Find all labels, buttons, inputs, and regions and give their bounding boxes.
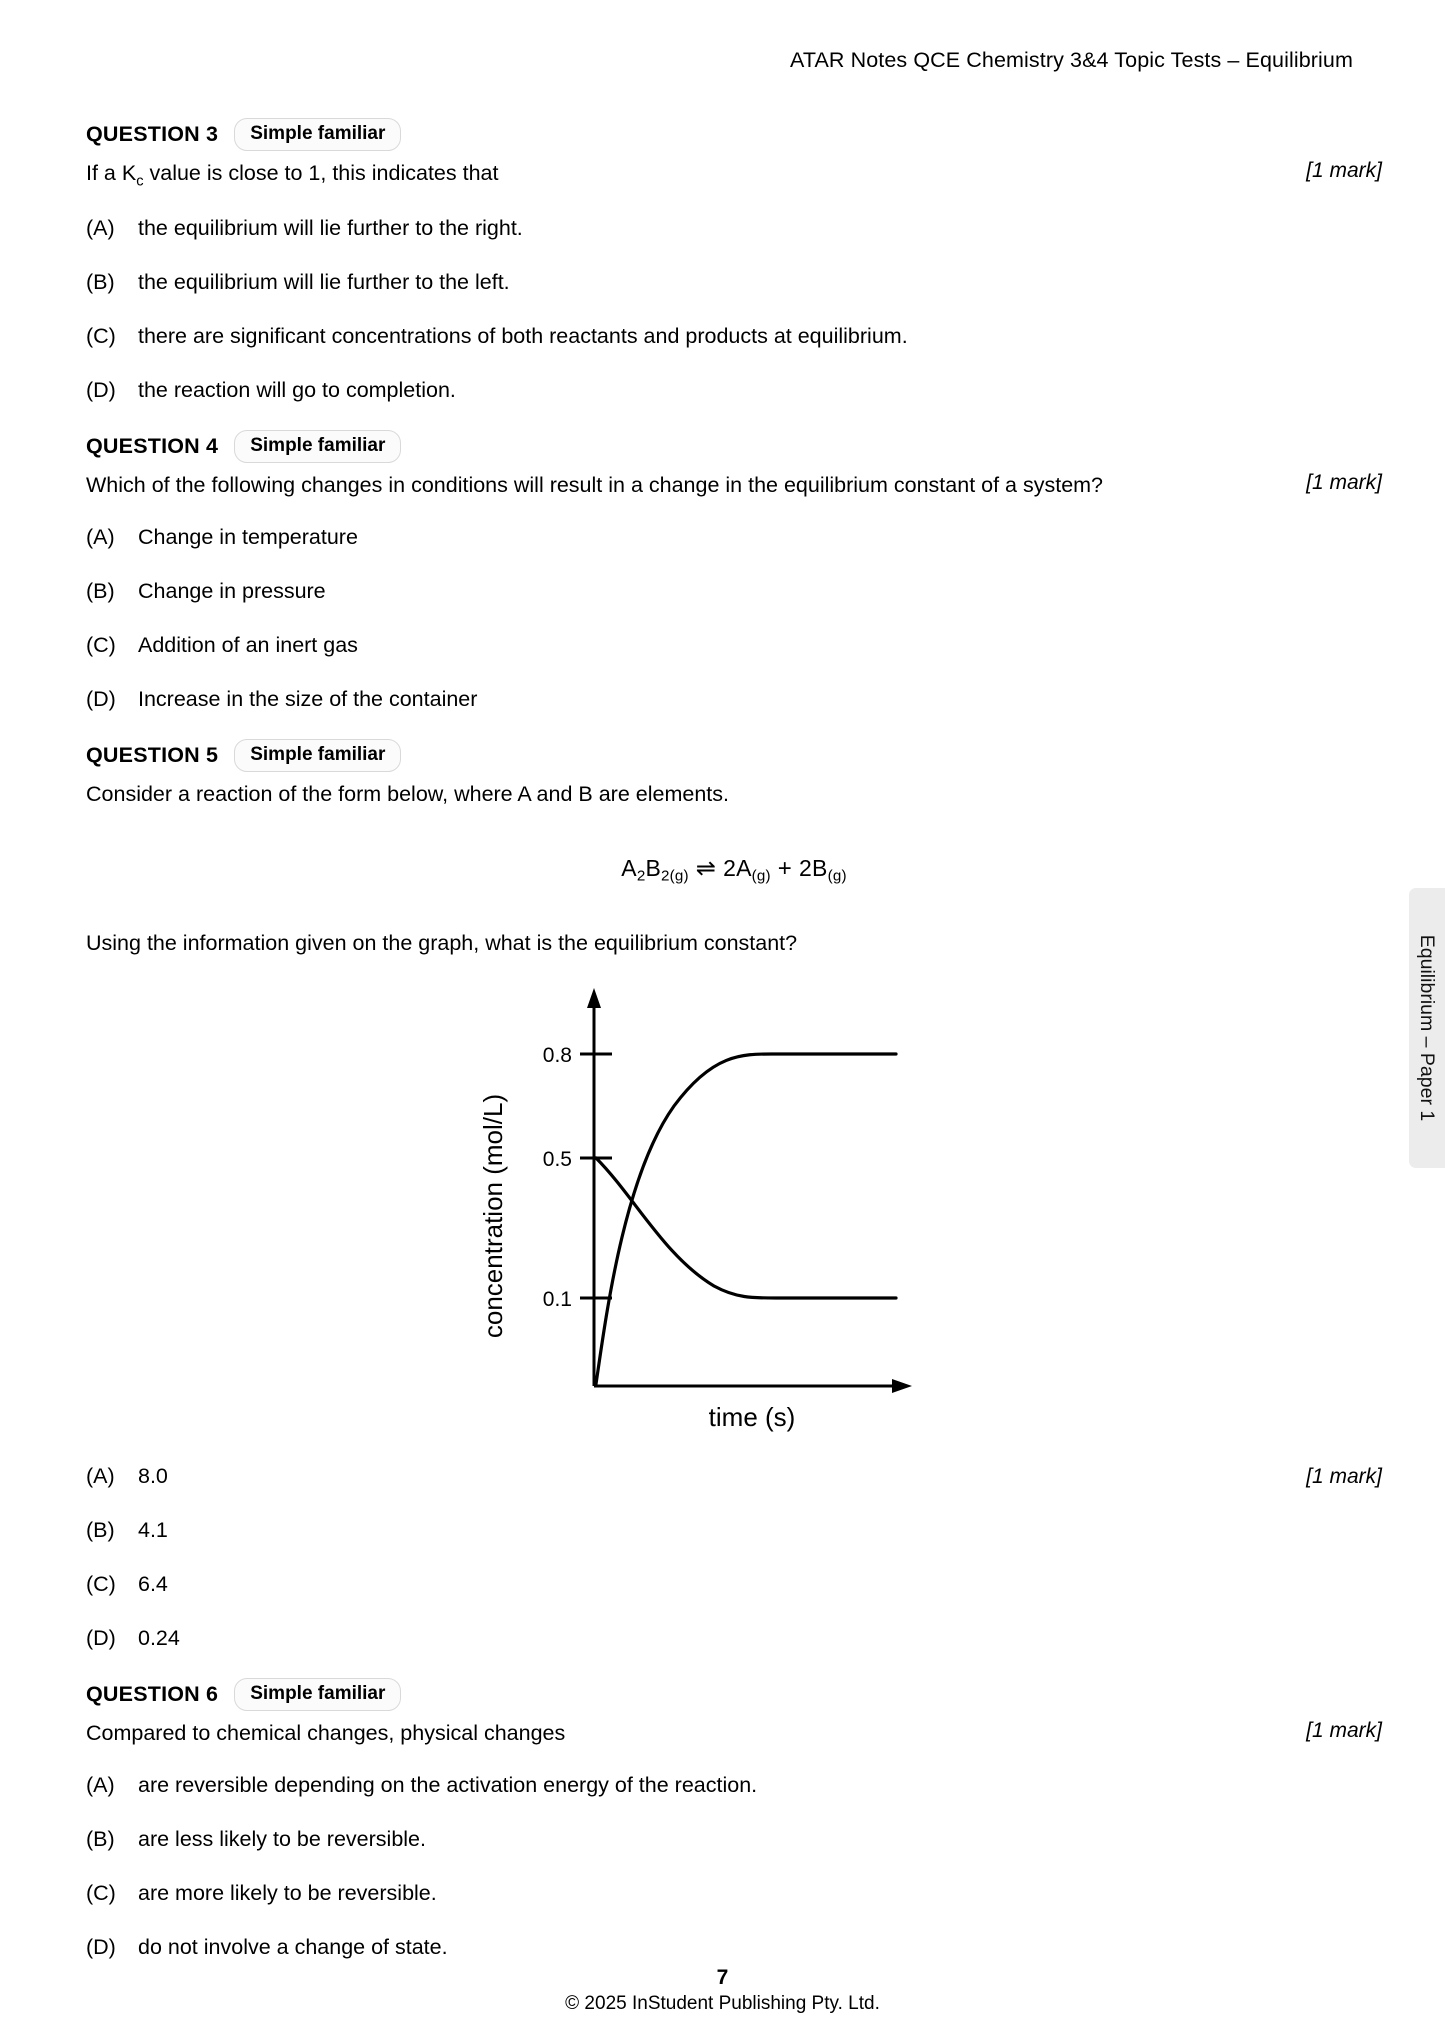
question-5-marks: [1 mark] [1306, 1464, 1382, 1488]
section-side-tab [1409, 888, 1445, 1168]
question-6-difficulty-badge: Simple familiar [234, 1678, 401, 1711]
question-5-stem: Consider a reaction of the form below, where A and B are elements. [86, 782, 729, 807]
option-text: Increase in the size of the container [138, 687, 478, 712]
option-letter: (A) [86, 1772, 115, 1797]
question-3-marks: [1 mark] [1306, 158, 1382, 182]
option-letter: (C) [86, 633, 116, 658]
option-row[interactable] [86, 1624, 1382, 1653]
question-3-stem-suffix: value is close to 1, this indicates that [143, 160, 499, 185]
option-row[interactable] [86, 1771, 1382, 1800]
question-5-difficulty-badge: Simple familiar [234, 739, 401, 772]
option-letter: (D) [86, 1935, 116, 1959]
equation-reactant-b: B [645, 855, 661, 882]
question-4-options [86, 523, 1382, 714]
equation-product-2: 2B [799, 855, 828, 882]
equation-plus-sign: + [777, 855, 793, 883]
equation-reactant-a-subscript: 2 [636, 867, 646, 885]
page-number: 7 [716, 1966, 729, 1989]
page-content [86, 118, 1382, 1987]
equation-reactant-a: A [621, 855, 637, 882]
option-text: do not involve a change of state. [138, 1935, 448, 1959]
option-text: Change in pressure [138, 579, 326, 604]
page-footer [0, 1966, 1445, 2015]
option-text: are more likely to be reversible. [138, 1880, 437, 1905]
question-3-difficulty-badge: Simple familiar [234, 118, 401, 151]
question-6-number: QUESTION 6 [86, 1681, 219, 1706]
svg-text:time (s): time (s) [708, 1401, 796, 1432]
option-letter: (C) [86, 1880, 116, 1905]
option-letter: (D) [86, 687, 116, 712]
option-letter: (D) [86, 1626, 116, 1651]
question-4-difficulty-badge: Simple familiar [234, 430, 401, 463]
question-block-4 [86, 430, 1382, 714]
option-letter: (B) [86, 579, 115, 604]
question-3-stem-subscript: c [136, 173, 144, 190]
equilibrium-concentration-graph [86, 986, 1382, 1446]
question-4-stem: Which of the following changes in conditions will result in a change in the equilibrium constant of a system? [86, 473, 1104, 498]
option-row[interactable] [86, 214, 1382, 243]
option-letter: (B) [86, 270, 115, 295]
question-6-heading [86, 1678, 1382, 1711]
question-5-heading [86, 739, 1382, 772]
equilibrium-arrow-icon: ⇌ [695, 855, 717, 883]
option-letter: (A) [86, 525, 115, 550]
option-text: Change in temperature [138, 525, 358, 550]
option-text: are reversible depending on the activation energy of the reaction. [138, 1772, 758, 1797]
svg-text:0.1: 0.1 [542, 1287, 572, 1311]
question-5-sub-stem: Using the information given on the graph, what is the equilibrium constant? [86, 931, 798, 956]
question-3-stem-prefix: If a K [86, 160, 137, 185]
option-text: Addition of an inert gas [138, 633, 358, 658]
question-6-stem: Compared to chemical changes, physical changes [86, 1720, 566, 1745]
equation-product-1-subscript: (g) [751, 867, 771, 885]
question-6-stem-row [86, 1718, 1382, 1749]
option-text: 8.0 [138, 1463, 168, 1488]
option-text: 0.24 [138, 1626, 180, 1651]
option-text: are less likely to be reversible. [138, 1826, 426, 1851]
question-block-5 [86, 739, 1382, 1653]
question-4-number: QUESTION 4 [86, 434, 219, 459]
option-row[interactable] [86, 523, 1382, 552]
graph-svg [384, 986, 1084, 1436]
option-letter: (A) [86, 216, 115, 241]
chemical-equation [86, 854, 1382, 884]
question-block-6 [86, 1678, 1382, 1962]
question-4-stem-row [86, 470, 1382, 501]
option-row[interactable] [86, 631, 1382, 660]
question-3-options [86, 214, 1382, 405]
question-4-marks: [1 mark] [1306, 471, 1382, 495]
question-5-number: QUESTION 5 [86, 743, 219, 768]
page-header: ATAR Notes QCE Chemistry 3&4 Topic Tests – Equilibrium [789, 48, 1353, 72]
option-letter: (C) [86, 324, 116, 349]
option-row[interactable] [86, 1933, 1382, 1962]
svg-text:concentration (mol/L): concentration (mol/L) [478, 1093, 508, 1338]
option-text: the reaction will go to completion. [138, 378, 456, 403]
option-text: the equilibrium will lie further to the left. [138, 270, 510, 295]
option-row[interactable] [86, 322, 1382, 351]
equation-product-2-subscript: (g) [827, 867, 847, 885]
option-row[interactable] [86, 1516, 1382, 1545]
option-row[interactable] [86, 685, 1382, 714]
option-row[interactable] [86, 1879, 1382, 1908]
option-row[interactable] [86, 376, 1382, 405]
svg-text:0.8: 0.8 [542, 1043, 572, 1067]
option-text: 6.4 [138, 1572, 168, 1596]
option-letter: (B) [86, 1517, 115, 1542]
equation-product-1: 2A [723, 855, 752, 882]
option-text: there are significant concentrations of both reactants and products at equilibrium. [138, 324, 908, 349]
question-4-heading [86, 430, 1382, 463]
question-3-stem-row [86, 158, 1382, 193]
option-row[interactable] [86, 577, 1382, 606]
question-6-marks: [1 mark] [1306, 1718, 1382, 1742]
question-3-heading [86, 118, 1382, 151]
question-5-options [86, 1462, 1382, 1653]
copyright-notice: © 2025 InStudent Publishing Pty. Ltd. [565, 1993, 880, 2014]
question-block-3 [86, 118, 1382, 405]
option-row[interactable] [86, 268, 1382, 297]
option-text: the equilibrium will lie further to the right. [138, 216, 523, 241]
question-6-options [86, 1771, 1382, 1962]
option-row[interactable] [86, 1825, 1382, 1854]
option-letter: (C) [86, 1572, 116, 1596]
question-3-number: QUESTION 3 [86, 121, 219, 146]
option-row[interactable] [86, 1570, 1382, 1599]
section-side-tab-label: Equilibrium – Paper 1 [1416, 934, 1438, 1122]
option-letter: (D) [86, 378, 116, 403]
option-text: 4.1 [138, 1517, 168, 1542]
option-letter: (B) [86, 1826, 115, 1851]
svg-text:0.5: 0.5 [542, 1147, 572, 1171]
equation-reactant-b-subscript: 2(g) [661, 867, 689, 885]
option-row[interactable] [86, 1462, 1382, 1491]
question-3-stem [86, 158, 498, 193]
option-letter: (A) [86, 1463, 115, 1488]
